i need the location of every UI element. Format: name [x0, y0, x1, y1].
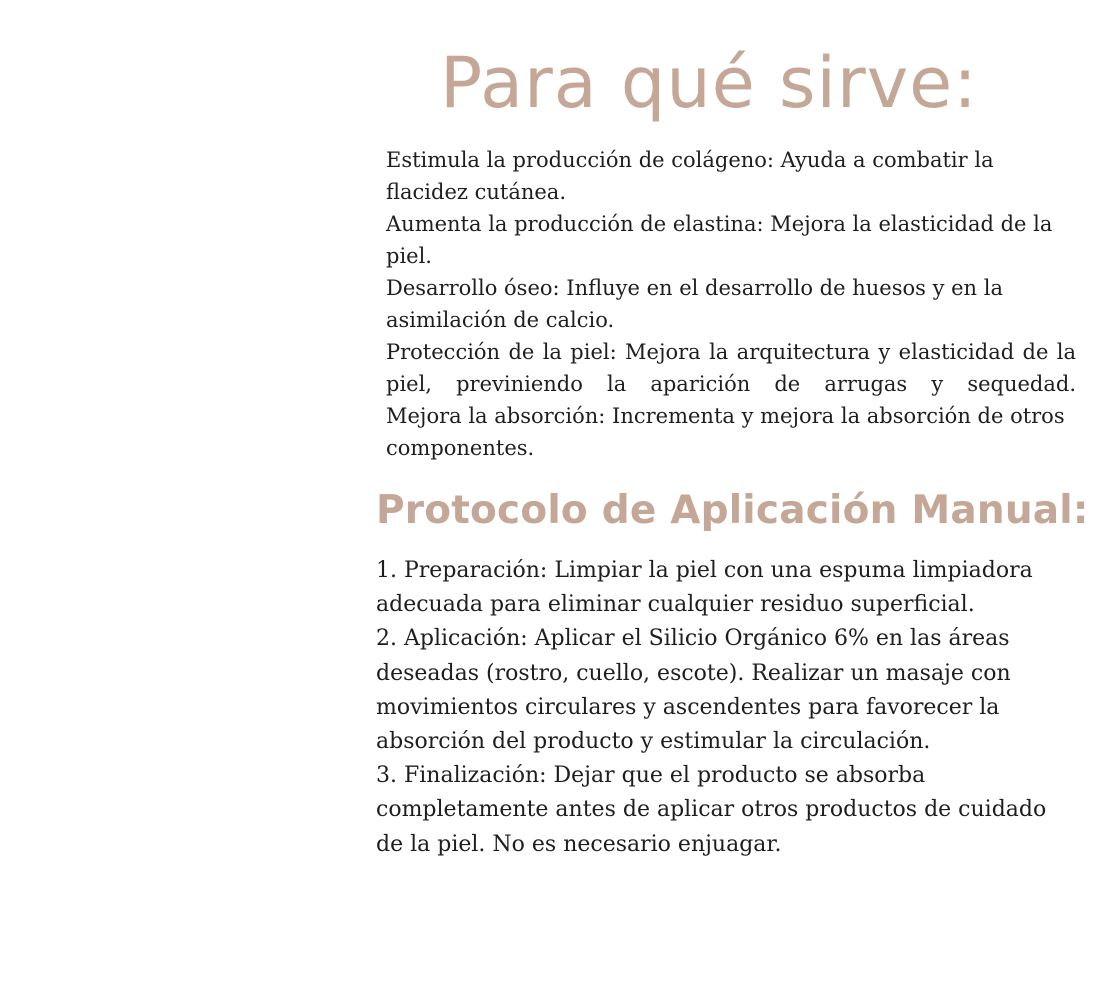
benefit-item: Aumenta la producción de elastina: Mejora la elasticidad de la piel. [386, 212, 1053, 268]
protocol-steps-list [376, 554, 1066, 862]
protocol-title: Protocolo de Aplicación Manual: [376, 488, 1089, 533]
benefit-item: Desarrollo óseo: Influye en el desarrollo de huesos y en la asimilación de calcio. [386, 276, 1003, 332]
benefits-list [386, 144, 1076, 464]
protocol-step: 2. Aplicación: Aplicar el Silicio Orgánico 6% en las áreas deseadas (rostro, cuello, escote). Realizar un masaje con movimientos circulares y ascendentes para favorecer la absorción del producto y estimular la circulación. [376, 626, 1011, 755]
protocol-step: 1. Preparación: Limpiar la piel con una espuma limpiadora adecuada para eliminar cualquier residuo superficial. [376, 558, 1033, 618]
benefits-title: Para qué sirve: [440, 42, 978, 124]
benefit-item: Protección de la piel: Mejora la arquitectura y elasticidad de la piel, previniendo la aparición de arrugas y sequedad. [386, 340, 1076, 396]
benefit-item: Estimula la producción de colágeno: Ayuda a combatir la flacidez cutánea. [386, 148, 994, 204]
benefit-item: Mejora la absorción: Incrementa y mejora la absorción de otros componentes. [386, 404, 1065, 460]
protocol-step: 3. Finalización: Dejar que el producto se absorba completamente antes de aplicar otros productos de cuidado de la piel. No es necesario enjuagar. [376, 763, 1047, 857]
